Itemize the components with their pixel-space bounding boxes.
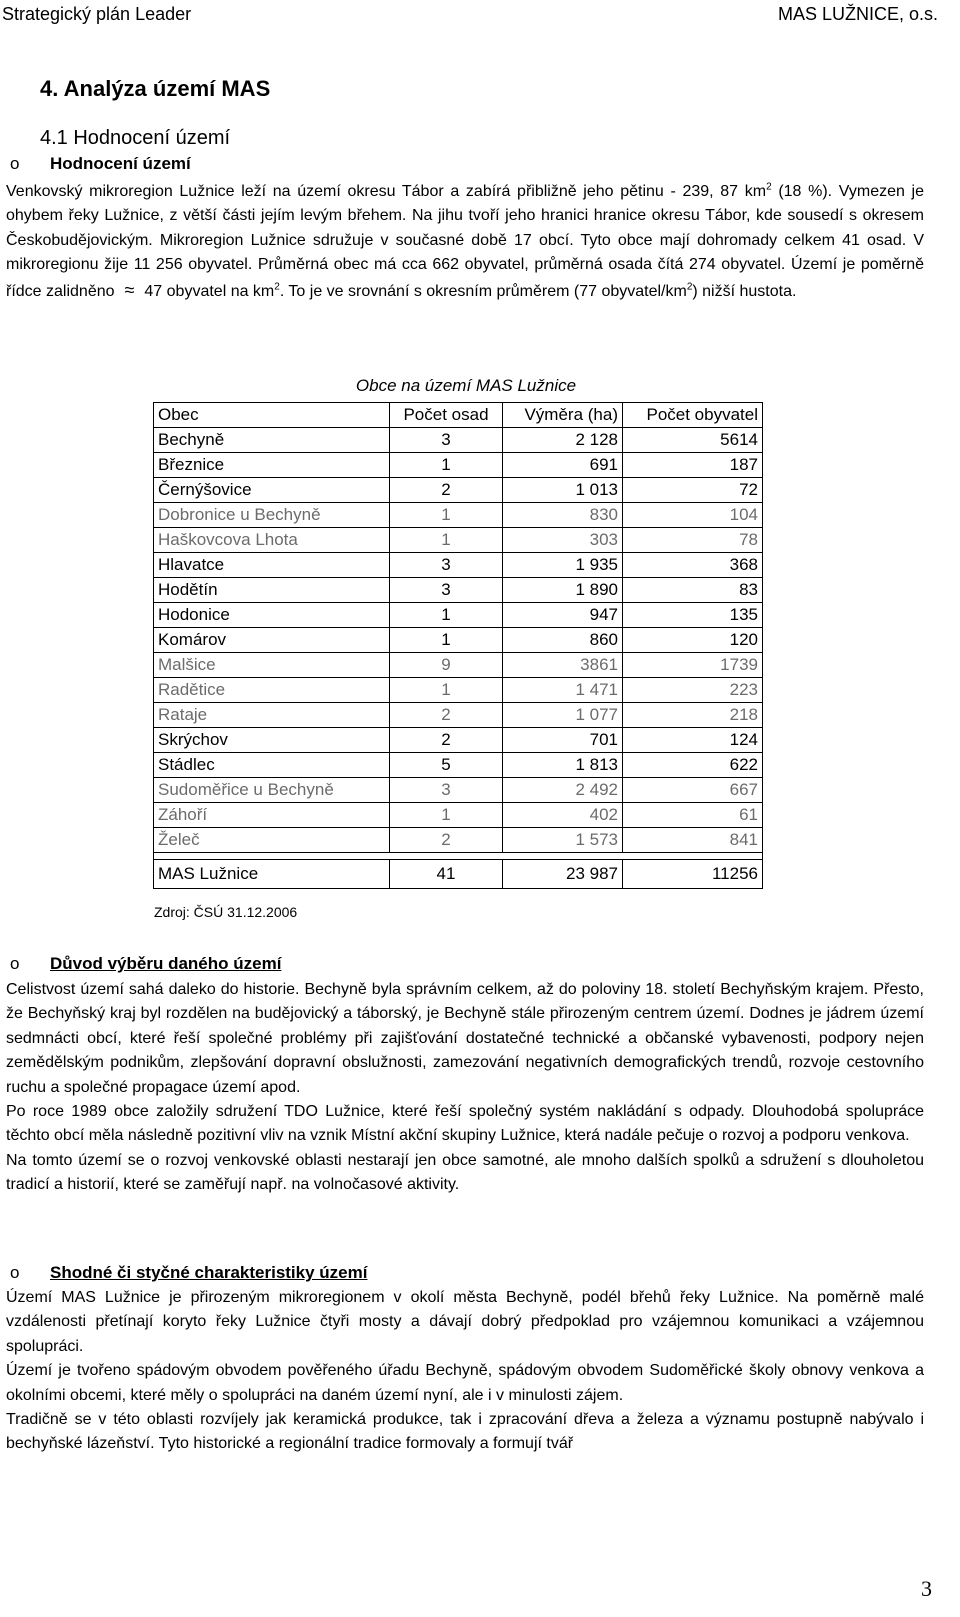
- table-cell: 701: [503, 728, 623, 753]
- table-header-row: [154, 403, 763, 428]
- table-cell: 1 813: [503, 753, 623, 778]
- paragraph-group-shodne: [6, 1286, 924, 1457]
- running-header-right: MAS LUŽNICE, o.s.: [777, 4, 938, 24]
- subsection-heading-text: Hodnocení území: [50, 154, 191, 173]
- table-row: [154, 803, 763, 828]
- table-total-cell: 11256: [623, 860, 763, 889]
- table-cell: Sudoměřice u Bechyně: [154, 778, 390, 803]
- table-row: [154, 628, 763, 653]
- table-cell: Březnice: [154, 453, 390, 478]
- column-header: Výměra (ha): [503, 403, 623, 428]
- paragraph: Tradičně se v této oblasti rozvíjely jak keramická produkce, tak i zpracování dřeva a železa a významu postupně nabývalo i bechyňské lázeňství. Tyto historické a regionální tradice formovaly a formují tvář: [6, 1411, 924, 1453]
- table-cell: 1: [390, 528, 503, 553]
- table-cell: 1: [390, 803, 503, 828]
- table-cell: 860: [503, 628, 623, 653]
- table-cell: 9: [390, 653, 503, 678]
- paragraph-text: ) nižší hustota.: [692, 282, 797, 300]
- table-cell: 120: [623, 628, 763, 653]
- table-cell: 135: [623, 603, 763, 628]
- municipalities-table: [153, 402, 763, 889]
- paragraph-text: 47 obyvatel na km: [144, 282, 275, 300]
- paragraph: Celistvost území sahá daleko do historie. Bechyně byla správním celkem, až do poloviny 18. století Bechyňským krajem. Přesto, že Bechyňský kraj byl rozdělen na budějovický a táborský, je Bechyně stále přirozeným centrem území. Dodnes je jádrem území sedmnácti obcí, které řeší společné problémy při zajišťování dostatečné technické a občanské vybavenosti, podpory nejen zemědělským podnikům, zlepšování dopravní obslužnosti, zamezování negativních demografických trendů, rozvoje cestovního ruchu a společné propagace území apod.: [6, 981, 924, 1096]
- table-cell: 223: [623, 678, 763, 703]
- table-cell: 830: [503, 503, 623, 528]
- table-cell: 947: [503, 603, 623, 628]
- table-row: [154, 503, 763, 528]
- table-row: [154, 553, 763, 578]
- table-cell: 622: [623, 753, 763, 778]
- table-total-cell: MAS Lužnice: [154, 860, 390, 889]
- table-cell: Skrýchov: [154, 728, 390, 753]
- approx-symbol: ≈: [124, 279, 135, 300]
- superscript: 2: [686, 281, 693, 293]
- table-row: [154, 578, 763, 603]
- table-cell: 1: [390, 603, 503, 628]
- paragraph-text: Venkovský mikroregion Lužnice leží na území okresu Tábor a zabírá přibližně jeho pětinu - 239, 87 km: [6, 183, 767, 200]
- table-cell: 104: [623, 503, 763, 528]
- table-cell: Hodonice: [154, 603, 390, 628]
- section-title: 4.1 Hodnocení území: [40, 127, 231, 149]
- table-cell: 1 935: [503, 553, 623, 578]
- table-cell: 1 573: [503, 828, 623, 853]
- table-cell: 1 013: [503, 478, 623, 503]
- table-cell: 3: [390, 578, 503, 603]
- superscript: 2: [274, 281, 280, 293]
- table-cell: 1 471: [503, 678, 623, 703]
- table-cell: 124: [623, 728, 763, 753]
- table-cell: 1: [390, 453, 503, 478]
- column-header: Počet osad: [390, 403, 503, 428]
- table-cell: 3: [390, 778, 503, 803]
- table-cell: Želeč: [154, 828, 390, 853]
- table-cell: 1 077: [503, 703, 623, 728]
- table-cell: 3: [390, 553, 503, 578]
- table-cell: 2: [390, 728, 503, 753]
- table-row: [154, 528, 763, 553]
- superscript: 2: [766, 181, 772, 193]
- table-cell: Komárov: [154, 628, 390, 653]
- subsection-heading-duvod: [8, 954, 281, 974]
- table-cell: 841: [623, 828, 763, 853]
- table-spacer-row: [154, 853, 763, 860]
- table-cell: Malšice: [154, 653, 390, 678]
- table-row: [154, 678, 763, 703]
- table-spacer-cell: [154, 853, 763, 860]
- table-row: [154, 603, 763, 628]
- paragraph: Na tomto území se o rozvoj venkovské oblasti nestarají jen obce samotné, ale mnoho dalších spolků a sdružení s dlouholetou tradicí a historií, které se zaměřují např. na volnočasové aktivity.: [6, 1151, 924, 1194]
- table-cell: 72: [623, 478, 763, 503]
- table-row: [154, 453, 763, 478]
- table-cell: 5614: [623, 428, 763, 453]
- column-header: Počet obyvatel: [623, 403, 763, 428]
- table-row: [154, 653, 763, 678]
- table-row: [154, 428, 763, 453]
- table-cell: Dobronice u Bechyně: [154, 503, 390, 528]
- running-header-left: Strategický plán Leader: [2, 4, 192, 24]
- table-cell: Hlavatce: [154, 553, 390, 578]
- table-cell: 402: [503, 803, 623, 828]
- paragraph-hodnoceni: [6, 180, 924, 304]
- subsection-heading-text: Důvod výběru daného území: [50, 954, 282, 973]
- table-cell: 78: [623, 528, 763, 553]
- table-cell: Rataje: [154, 703, 390, 728]
- subsection-heading-shodne: [8, 1263, 367, 1283]
- table-row: [154, 478, 763, 503]
- table-row: [154, 728, 763, 753]
- paragraph-text: (18 %). Vymezen je ohybem řeky Lužnice, z větší části jejím levým břehem. Na jihu tvoří jeho hranici hranice okresu Tábor, kde sousedí s okresem Českobudějovickým. Mikroregion Lužnice sdružuje v současné době 17 obcí. Tyto obce mají dohromady celkem 41 osad. V mikroregionu žije 11 256 obyvatel. Průměrná obec má cca 662 obyvatel, průměrná osada čítá 274 obyvatel. Území je poměrně řídce zalidněno: [6, 183, 925, 300]
- table-cell: Stádlec: [154, 753, 390, 778]
- table-total-cell: 23 987: [503, 860, 623, 889]
- subsection-heading-hodnoceni: [8, 154, 191, 174]
- table-row: [154, 703, 763, 728]
- paragraph: Po roce 1989 obce založily sdružení TDO Lužnice, které řeší společný systém nakládání s odpady. Dlouhodobá spolupráce těchto obcí měla následně pozitivní vliv na vznik Místní akční skupiny Lužnice, která nadále pečuje o rozvoj a podporu venkova.: [6, 1103, 924, 1145]
- table-cell: 2: [390, 478, 503, 503]
- table-row: [154, 753, 763, 778]
- table-source: Zdroj: ČSÚ 31.12.2006: [154, 904, 298, 920]
- page-number: 3: [921, 1576, 932, 1601]
- table-cell: 1: [390, 628, 503, 653]
- table-cell: 61: [623, 803, 763, 828]
- chapter-title: 4. Analýza území MAS: [40, 76, 271, 101]
- table-cell: 218: [623, 703, 763, 728]
- table-cell: 3861: [503, 653, 623, 678]
- table-cell: 2: [390, 828, 503, 853]
- table-row: [154, 828, 763, 853]
- bullet-marker: o: [10, 1263, 20, 1282]
- paragraph-text: . To je ve srovnání s okresním průměrem (77 obyvatel/km: [279, 282, 687, 300]
- table-cell: 5: [390, 753, 503, 778]
- table-cell: Záhoří: [154, 803, 390, 828]
- table-cell: 2 492: [503, 778, 623, 803]
- bullet-marker: o: [10, 954, 20, 973]
- table-cell: 368: [623, 553, 763, 578]
- table-body: [154, 403, 763, 889]
- table-cell: 2 128: [503, 428, 623, 453]
- table-cell: 691: [503, 453, 623, 478]
- table-cell: 1739: [623, 653, 763, 678]
- table-cell: 1 890: [503, 578, 623, 603]
- table-cell: 187: [623, 453, 763, 478]
- bullet-marker: o: [10, 154, 20, 173]
- paragraph: Území je tvořeno spádovým obvodem pověřeného úřadu Bechyně, spádovým obvodem Sudoměřické školy obnovy venkova a okolními obcemi, které měly o spolupráci na daném území nyní, ale i v minulosti zájem.: [6, 1362, 924, 1404]
- table-total-cell: 41: [390, 860, 503, 889]
- table-cell: 3: [390, 428, 503, 453]
- paragraph: Území MAS Lužnice je přirozeným mikroregionem v okolí města Bechyně, podél břehů řeky Lužnice. Na poměrně malé vzdálenosti přetínají koryto řeky Lužnice čtyři mosty a dávají dobrý předpoklad pro vzájemnou komunikaci a vzájemnou spolupráci.: [6, 1289, 924, 1355]
- table-cell: 1: [390, 503, 503, 528]
- table-row: [154, 778, 763, 803]
- table-cell: 1: [390, 678, 503, 703]
- table-cell: Bechyně: [154, 428, 390, 453]
- table-cell: Hodětín: [154, 578, 390, 603]
- paragraph-group-duvod: [6, 978, 924, 1198]
- table-cell: 2: [390, 703, 503, 728]
- table-cell: 303: [503, 528, 623, 553]
- table-cell: Radětice: [154, 678, 390, 703]
- column-header: Obec: [154, 403, 390, 428]
- table-cell: Haškovcova Lhota: [154, 528, 390, 553]
- table-caption: Obce na území MAS Lužnice: [355, 376, 577, 395]
- table-cell: 83: [623, 578, 763, 603]
- table-cell: 667: [623, 778, 763, 803]
- table-total-row: [154, 860, 763, 889]
- table-cell: Černýšovice: [154, 478, 390, 503]
- subsection-heading-text: Shodné či styčné charakteristiky území: [50, 1263, 368, 1282]
